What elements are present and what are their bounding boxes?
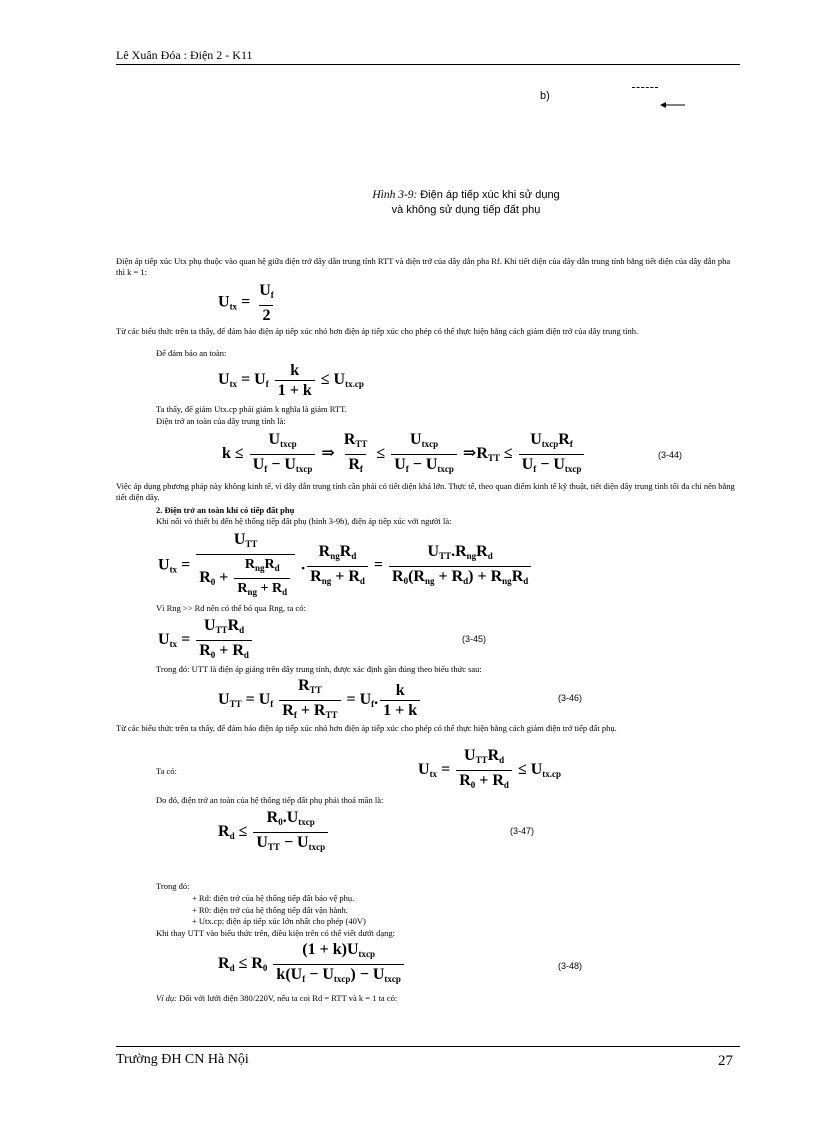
equation-3-47: $R_d$ ≤ $\frac{R_0.U_{txcp}}{U_{TT} - U_{txcp}}$ xyxy=(218,808,330,857)
paragraph: Trong đó: UTT là điện áp giáng trên dây trung tính, được xác định gần đúng theo biểu thức sau: xyxy=(156,664,482,674)
equation-3-46: $U_{TT} = U_f$ $\frac{R_{TT}}{R_f + R_{TT}}$ = $U_f$. $\frac{k}{1 + k}$ xyxy=(218,676,422,725)
paragraph: Ta có: xyxy=(156,766,177,776)
header-rule xyxy=(116,64,740,65)
equation-number: (3-44) xyxy=(658,450,683,460)
figure-caption-line1: Điện áp tiếp xúc khi sử dụng xyxy=(420,189,560,201)
page-header: Lê Xuân Đóa : Điện 2 - K11 xyxy=(116,48,253,62)
equation-number: (3-48) xyxy=(558,961,583,971)
equation-utx-condition: $U_{tx}$ = $\frac{U_{TT}R_d}{R_0 + R_d}$ ≤ $U_{tx.cp}$ xyxy=(418,746,561,795)
paragraph: Để đảm bảo an toàn: xyxy=(156,348,227,358)
paragraph: Việc áp dụng phương pháp này không kinh tế, vì dây dẫn trung tính cần phải có tiết diện khá lớn. Thực tế, theo quan điểm kinh tế kỹ thuật, tiết diện dây trung tính tối đa chỉ nên bằng tiết diện dây. xyxy=(116,481,735,502)
equation-safety-condition: $U_{tx} = U_f$ $\frac{k}{1 + k}$ ≤ $U_{tx.cp}$ xyxy=(218,362,364,399)
list-item: + R0: điện trở của hệ thống tiếp đất vận hành. xyxy=(192,905,348,915)
equation-number: (3-45) xyxy=(462,634,487,644)
paragraph: Do đó, điện trở an toàn của hệ thống tiếp đất phụ phải thoả mãn là: xyxy=(156,795,384,805)
figure-caption-line2: và không sử dụng tiếp đất phụ xyxy=(391,204,541,216)
equation-3-48: $R_d \le R_0$ $\frac{(1 + k)U_{txcp}}{k(U_f - U_{txcp}) - U_{txcp}}$ xyxy=(218,940,406,989)
equation-number: (3-46) xyxy=(558,693,583,703)
page-number: 27 xyxy=(718,1053,733,1069)
footer-school: Trường ĐH CN Hà Nội xyxy=(116,1052,249,1067)
example-label: Ví dụ: xyxy=(156,993,178,1003)
figure-label-b: b) xyxy=(540,90,550,102)
figure-caption-label: Hình 3-9: xyxy=(372,189,418,201)
paragraph: Điện áp tiếp xúc Utx phụ thuộc vào quan hệ giữa điện trở dây dẫn trung tính RTT và điện trở của dây dẫn pha Rf. Khi tiết diện của dây dẫn trung tính bằng tiết diện của dây dẫn pha thì k = 1: xyxy=(116,256,731,277)
figure-caption xyxy=(266,189,666,201)
paragraph: Từ các biểu thức trên ta thấy, để đảm bảo điện áp tiếp xúc nhỏ hơn điện áp tiếp xúc cho phép có thể thực hiện bằng cách giảm điện trở tiếp đất phụ. xyxy=(116,723,617,733)
equation-utx-full: $U_{tx}$ = $U_{TT}$ $R_0$ + $\frac{R_{ng}R_d}{R_{ng} + R_d}$ . $\frac{R_{ng}R_d}{R_{ng} + R_d}$ = $\frac{U_{TT}.R_{ng}R_d}{R_0(R_{ng} + R_d) + R_{ng}R_d}$ xyxy=(158,530,533,602)
equation-3-44: k ≤ $\frac{U_{txcp}}{U_f - U_{txcp}}$ ⇒ $\frac{R_{TT}}{R_f}$ ≤ $\frac{U_{txcp}}{U_f - U_{txcp}}$ $\Rightarrow R_{TT}$ ≤ $\frac{U_{txcp}R_f}{U_f - U_{txcp}}$ xyxy=(222,430,586,479)
list-item: + Utx.cp: điện áp tiếp xúc lớn nhất cho phép (40V) xyxy=(192,916,366,926)
example-text: Đối với lưới điện 380/220V, nếu ta coi Rd = RTT và k = 1 ta có: xyxy=(179,993,398,1003)
example-paragraph xyxy=(156,993,397,1004)
list-item: + Rd: điện trở của hệ thống tiếp đất bảo vệ phụ. xyxy=(192,893,355,903)
equation-number: (3-47) xyxy=(510,826,535,836)
equation-3-45: $U_{tx}$ = $\frac{U_{TT}R_d}{R_0 + R_d}$ xyxy=(158,616,254,665)
paragraph: Khi thay UTT vào biểu thức trên, điều kiện trên có thể viết dưới dạng: xyxy=(156,928,395,938)
paragraph: Trong đó: xyxy=(156,881,190,891)
paragraph: Điện trở an toàn của dây trung tính là: xyxy=(156,416,286,426)
paragraph: Vì Rng >> Rd nên có thể bỏ qua Rng, ta có: xyxy=(156,603,306,613)
paragraph: Ta thấy, để giảm Utx.cp phải giảm k nghĩa là giảm RTT. xyxy=(156,404,347,414)
section-heading: 2. Điện trở an toàn khi có tiếp đất phụ xyxy=(156,505,295,515)
figure-dashed-line xyxy=(632,87,658,88)
arrow-left-icon xyxy=(660,96,686,114)
paragraph: Từ các biểu thức trên ta thấy, để đảm bảo điện áp tiếp xúc nhỏ hơn điện áp tiếp xúc cho phép có thể thực hiện bằng cách giảm điện trở của dây trung tính. xyxy=(116,326,639,336)
paragraph: Khi nối vỏ thiết bị đến hệ thống tiếp đất phụ (hình 3-9b), điện áp tiếp xúc với người là: xyxy=(156,516,452,526)
equation-utx-half: $U_{tx}$ = $\frac{U_f}{2}$ xyxy=(218,282,274,324)
footer-rule xyxy=(116,1046,740,1047)
